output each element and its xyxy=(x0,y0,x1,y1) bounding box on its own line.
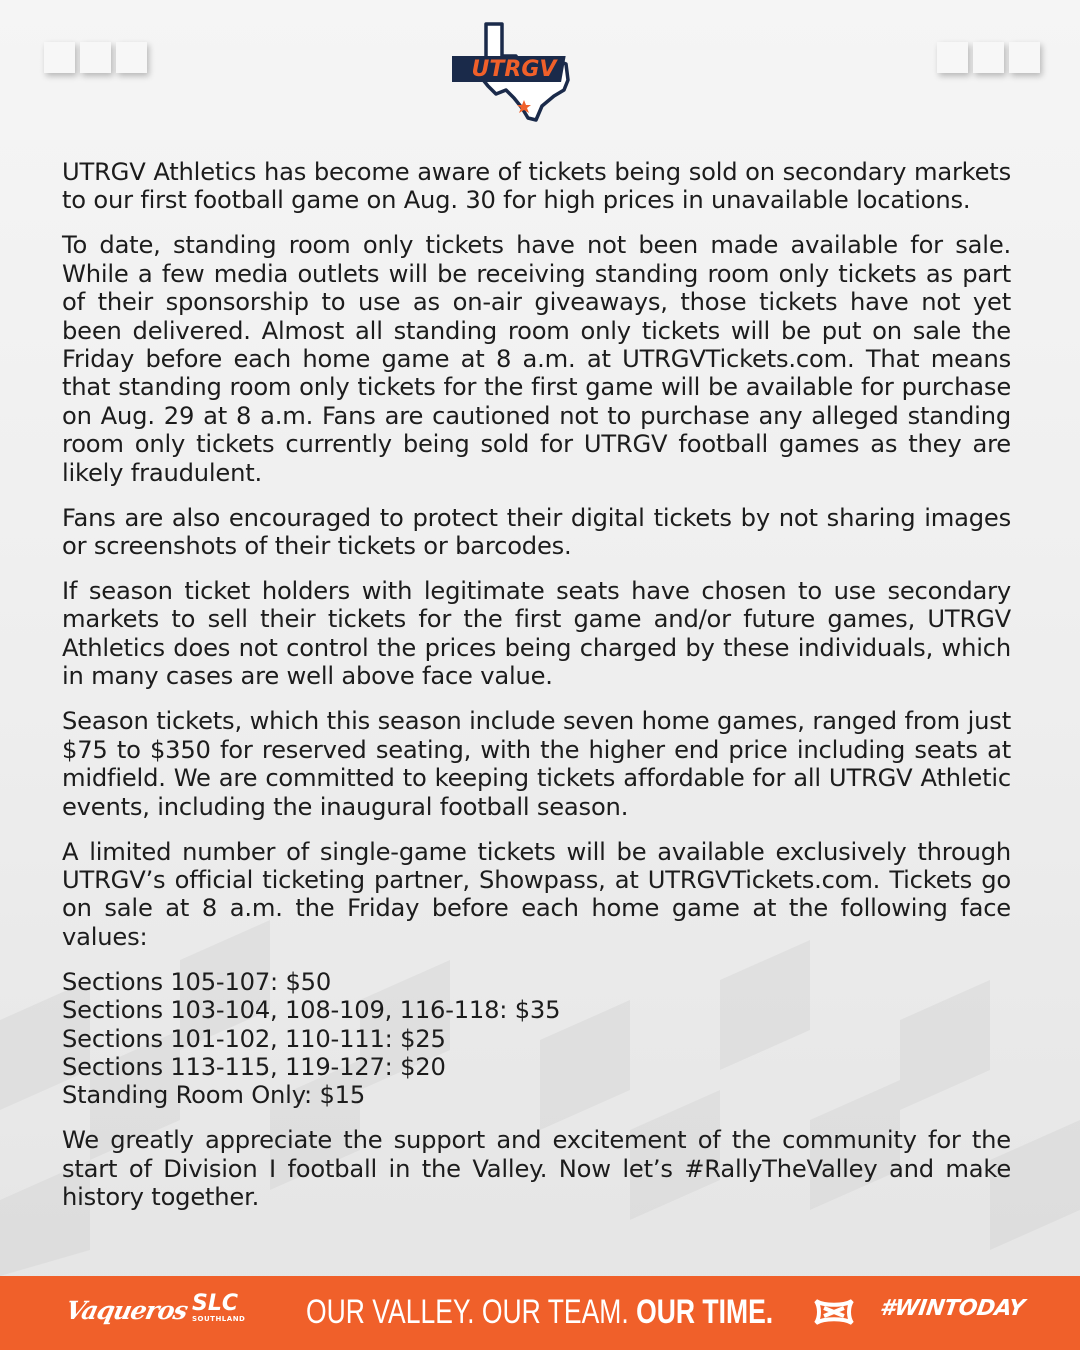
decorative-squares-right xyxy=(937,42,1040,73)
slc-logo-subtext: SOUTHLAND xyxy=(192,1315,246,1323)
section-price-item: Sections 101-102, 110-111: $25 xyxy=(62,1024,446,1053)
utrgv-texas-logo xyxy=(452,20,576,124)
tagline-bold: OUR TIME. xyxy=(636,1293,774,1331)
paragraph: Season tickets, which this season include seven home games, ranged from just $75 to $350 for reserved seating, with the higher end price including seats at midfield. We are committed to keeping tickets affordable for all UTRGV Athletic events, including the inaugural football season. xyxy=(62,707,1011,821)
decorative-square xyxy=(116,42,147,73)
southland-conference-logo xyxy=(192,1293,264,1324)
logo-text: UTRGV xyxy=(471,57,557,82)
under-armour-icon xyxy=(812,1298,856,1326)
paragraph: If season ticket holders with legitimate seats have chosen to use secondary markets to sell their tickets for the first game and/or future games, UTRGV Athletics does not control the prices being charged by these individuals, which in many cases are well above face value. xyxy=(62,577,1011,691)
vaqueros-wordmark: Vaqueros xyxy=(62,1296,190,1325)
section-price-item: Sections 105-107: $50 xyxy=(62,967,332,996)
paragraph: To date, standing room only tickets have not been made available for sale. While a few media outlets will be receiving standing room only tickets as part of their sponsorship to use as on-air giveaways, those tickets have not yet been delivered. Almost all standing room only tickets will be put on sale the Friday before each home game at 8 a.m. at UTRGVTickets.com. That means that standing room only tickets for the first game will be available for purchase on Aug. 29 at 8 a.m. Fans are cautioned not to purchase any alleged standing room only tickets currently being sold for UTRGV football games as they are likely fraudulent. xyxy=(62,231,1011,487)
slc-logo-text: SLC xyxy=(192,1291,239,1316)
closing-paragraph: We greatly appreciate the support and excitement of the community for the start of Division I football in the Valley. Now let’s #RallyTheValley and make history together. xyxy=(62,1126,1011,1212)
announcement-body xyxy=(62,158,1011,1228)
win-today-hashtag: #WINTODAY xyxy=(878,1296,1026,1321)
section-price-list xyxy=(62,968,1011,1110)
paragraph: A limited number of single-game tickets will be available exclusively through UTRGV’s official ticketing partner, Showpass, at UTRGVTickets.com. Tickets go on sale at 8 a.m. the Friday before each home game at the following face values: xyxy=(62,837,1011,951)
tagline xyxy=(306,1292,773,1332)
decorative-squares-left xyxy=(44,42,147,73)
paragraph: UTRGV Athletics has become aware of tickets being sold on secondary markets to our first football game on Aug. 30 for high prices in unavailable locations. xyxy=(62,158,1011,215)
section-price-item: Sections 113-115, 119-127: $20 xyxy=(62,1052,446,1081)
tagline-regular: OUR VALLEY. OUR TEAM. xyxy=(306,1293,629,1331)
decorative-square xyxy=(44,42,75,73)
section-price-item: Standing Room Only: $15 xyxy=(62,1081,366,1110)
decorative-square xyxy=(937,42,968,73)
section-price-item: Sections 103-104, 108-109, 116-118: $35 xyxy=(62,996,561,1025)
paragraph: Fans are also encouraged to protect their digital tickets by not sharing images or screenshots of their tickets or barcodes. xyxy=(62,503,1011,561)
footer-bar xyxy=(0,1276,1080,1350)
decorative-square xyxy=(1009,42,1040,73)
decorative-square xyxy=(80,42,111,73)
decorative-square xyxy=(973,42,1004,73)
